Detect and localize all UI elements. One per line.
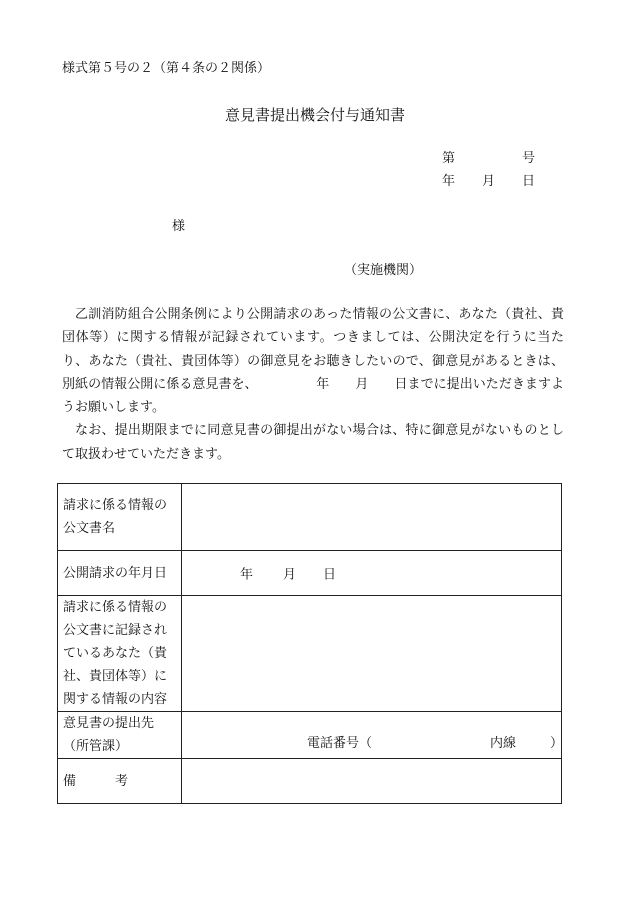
request-date-month: 月 — [283, 567, 297, 583]
value-submission-destination[interactable] — [182, 712, 562, 759]
label-recorded-info: 請求に係る情報の 公文書に記録され ているあなた（貴 社、貴団体等）に 関する情報の内容 — [58, 596, 182, 712]
addressee-sama: 様 — [172, 219, 186, 234]
body-paragraph-2: なお、提出期限までに同意見書の御提出がない場合は、特に御意見がないものとして取扱わせていただきます。 — [62, 423, 564, 462]
issuing-agency: （実施機関） — [344, 263, 423, 278]
request-date-day: 日 — [323, 567, 337, 583]
label-submission-destination: 意見書の提出先 （所管課） — [58, 712, 182, 759]
doc-no-dai: 第 — [442, 151, 456, 166]
form-number: 様式第５号の２（第４条の２関係） — [62, 61, 271, 76]
label-remarks: 備 考 — [58, 759, 182, 804]
doc-no-go: 号 — [522, 151, 536, 166]
label-document-name: 請求に係る情報の 公文書名 — [58, 484, 182, 551]
table-row-submission-destination — [58, 712, 562, 759]
body-paragraph-1: 乙訓消防組合公開条例により公開請求のあった情報の公文書に、あなた（貴社、貴団体等）に関する情報が記録されています。つきましては、公開決定を行うに当たり、あなた（貴社、貴団体等）の御意見をお聴きしたいので、御意見があるときは、別紙の情報公開に係る意見書を、 年 月 日までに提出いただきますようお願いします。 — [62, 307, 564, 416]
info-table — [57, 483, 562, 804]
body-text — [62, 303, 564, 466]
document-title: 意見書提出機会付与通知書 — [224, 106, 405, 124]
value-remarks[interactable] — [182, 759, 562, 804]
table-row-remarks — [58, 759, 562, 804]
date-month: 月 — [482, 174, 496, 189]
value-recorded-info[interactable] — [182, 596, 562, 712]
label-request-date: 公開請求の年月日 — [58, 551, 182, 596]
table-row-document-name — [58, 484, 562, 551]
date-year: 年 — [442, 174, 456, 189]
tel-label: 電話番号（ — [307, 736, 373, 751]
table-row-recorded-info — [58, 596, 562, 712]
date-day: 日 — [522, 174, 536, 189]
table-row-request-date — [58, 551, 562, 596]
extension-label: 内線 — [490, 736, 517, 751]
request-date-year: 年 — [240, 567, 254, 583]
value-request-date[interactable] — [182, 551, 562, 596]
tel-close-paren: ） — [550, 736, 564, 751]
value-document-name[interactable] — [182, 484, 562, 551]
